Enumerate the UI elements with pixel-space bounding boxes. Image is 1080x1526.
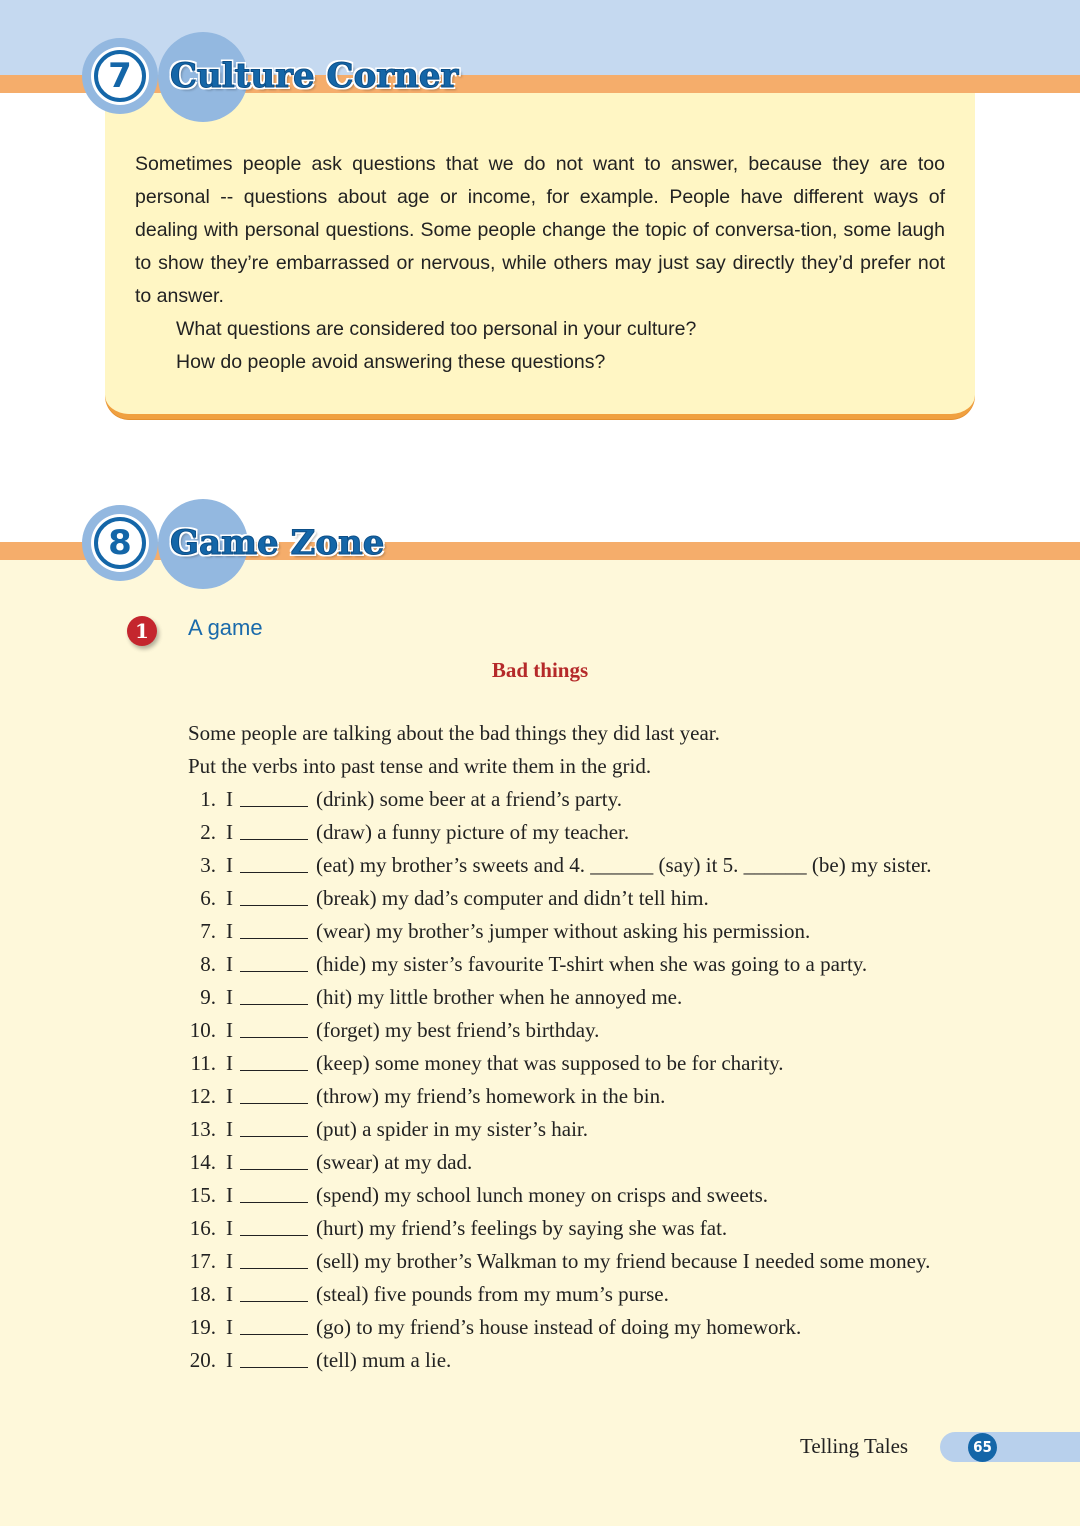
- item-verb: (throw): [316, 1084, 379, 1108]
- exercise-item: [180, 915, 932, 948]
- exercise-item: [180, 783, 932, 816]
- item-subject: I: [226, 1150, 233, 1174]
- answer-blank[interactable]: [240, 1047, 308, 1071]
- answer-blank[interactable]: [240, 1080, 308, 1104]
- item-subject: I: [226, 853, 233, 877]
- answer-blank[interactable]: [240, 1344, 308, 1368]
- item-number: 6.: [200, 886, 216, 910]
- item-subject: I: [226, 820, 233, 844]
- item-text: a funny picture of my teacher.: [377, 820, 630, 844]
- item-number: 20.: [189, 1348, 216, 1372]
- item-text: mum a lie.: [362, 1348, 452, 1372]
- exercise-list: [180, 783, 932, 1377]
- answer-blank[interactable]: [240, 1245, 308, 1269]
- exercise-item: [180, 849, 932, 882]
- item-number: 17.: [189, 1249, 216, 1273]
- game-title: Bad things: [491, 658, 589, 682]
- question-2: How do people avoid answering these questions?: [176, 351, 606, 373]
- item-verb: (draw): [316, 820, 372, 844]
- item-subject: I: [226, 1084, 233, 1108]
- answer-blank[interactable]: [240, 915, 308, 939]
- page-tab: [940, 1432, 1080, 1462]
- instruction-line: Some people are talking about the bad things they did last year.: [188, 721, 720, 745]
- exercise-item: [180, 948, 932, 981]
- exercise-item: [180, 816, 932, 849]
- culture-text: [135, 148, 945, 379]
- answer-blank[interactable]: [240, 1278, 308, 1302]
- answer-blank[interactable]: [240, 849, 308, 873]
- answer-blank[interactable]: [240, 1113, 308, 1137]
- item-text: a spider in my sister’s hair.: [362, 1117, 588, 1141]
- exercise-item: [180, 1245, 932, 1278]
- section-number-7: 7: [94, 50, 146, 102]
- item-text: my friend’s homework in the bin.: [384, 1084, 666, 1108]
- exercise-item: [180, 1047, 932, 1080]
- item-subject: I: [226, 1216, 233, 1240]
- item-subject: I: [226, 1348, 233, 1372]
- item-number: 19.: [189, 1315, 216, 1339]
- exercise-item: [180, 1080, 932, 1113]
- exercise-item: [180, 1212, 932, 1245]
- item-subject: I: [226, 886, 233, 910]
- item-subject: I: [226, 1249, 233, 1273]
- exercise-item: [180, 882, 932, 915]
- item-verb: (go): [316, 1315, 351, 1339]
- item-verb: (sell): [316, 1249, 360, 1273]
- item-text: my brother’s jumper without asking his permission.: [376, 919, 811, 943]
- exercise-item: [180, 1344, 932, 1377]
- exercise-item: [180, 1146, 932, 1179]
- item-text: some beer at a friend’s party.: [379, 787, 622, 811]
- answer-blank[interactable]: [240, 1311, 308, 1335]
- item-verb: (wear): [316, 919, 371, 943]
- item-number: 16.: [189, 1216, 216, 1240]
- section-title-culture-corner: Culture Corner: [170, 56, 459, 96]
- item-number: 11.: [190, 1051, 216, 1075]
- item-verb: (hurt): [316, 1216, 364, 1240]
- item-number: 8.: [200, 952, 216, 976]
- activity-label: A game: [188, 615, 263, 640]
- answer-blank[interactable]: [240, 1014, 308, 1038]
- item-text: my sister’s favourite T-shirt when she was going to a party.: [371, 952, 868, 976]
- item-text: at my dad.: [384, 1150, 473, 1174]
- item-subject: I: [226, 787, 233, 811]
- item-number: 14.: [189, 1150, 216, 1174]
- item-subject: I: [226, 952, 233, 976]
- instructions: [188, 717, 720, 783]
- exercise-item: [180, 1278, 932, 1311]
- footer-title: Telling Tales: [800, 1434, 909, 1458]
- item-verb: (spend): [316, 1183, 379, 1207]
- item-subject: I: [226, 1018, 233, 1042]
- item-text: my little brother when he annoyed me.: [357, 985, 683, 1009]
- item-verb: (keep): [316, 1051, 370, 1075]
- item-number: 7.: [200, 919, 216, 943]
- culture-paragraph: Sometimes people ask questions that we do not want to answer, because they are too personal -- questions about age or income, for example. People have different ways of dealing with personal questions. Some people change the topic of conversa-tion, some laugh to show they’re embarrassed or nervous, while others may just say directly they’d prefer not to answer.: [135, 153, 945, 307]
- item-text: my school lunch money on crisps and sweets.: [384, 1183, 769, 1207]
- answer-blank[interactable]: [240, 882, 308, 906]
- answer-blank[interactable]: [240, 948, 308, 972]
- item-verb: (break): [316, 886, 377, 910]
- item-verb: (drink): [316, 787, 375, 811]
- item-text: my brother’s sweets and 4. ______ (say) it 5. ______ (be) my sister.: [359, 853, 932, 877]
- exercise-item: [180, 1311, 932, 1344]
- item-subject: I: [226, 985, 233, 1009]
- item-number: 3.: [200, 853, 216, 877]
- item-number: 1.: [200, 787, 216, 811]
- item-text: my best friend’s birthday.: [385, 1018, 600, 1042]
- item-verb: (put): [316, 1117, 357, 1141]
- item-verb: (eat): [316, 853, 355, 877]
- item-number: 10.: [189, 1018, 216, 1042]
- item-text: my brother’s Walkman to my friend because I needed some money.: [364, 1249, 931, 1273]
- instruction-line: Put the verbs into past tense and write them in the grid.: [188, 754, 652, 778]
- item-text: my dad’s computer and didn’t tell him.: [381, 886, 709, 910]
- item-verb: (swear): [316, 1150, 379, 1174]
- exercise-item: [180, 981, 932, 1014]
- answer-blank[interactable]: [240, 1212, 308, 1236]
- item-verb: (forget): [316, 1018, 380, 1042]
- item-verb: (hit): [316, 985, 353, 1009]
- item-number: 15.: [189, 1183, 216, 1207]
- item-number: 2.: [200, 820, 216, 844]
- answer-blank[interactable]: [240, 783, 308, 807]
- item-verb: (hide): [316, 952, 367, 976]
- item-subject: I: [226, 1117, 233, 1141]
- section-title-game-zone: Game Zone: [170, 523, 385, 563]
- exercise-item: [180, 1179, 932, 1212]
- item-text: five pounds from my mum’s purse.: [373, 1282, 669, 1306]
- item-subject: I: [226, 1183, 233, 1207]
- answer-blank[interactable]: [240, 1146, 308, 1170]
- item-verb: (tell): [316, 1348, 357, 1372]
- item-number: 13.: [189, 1117, 216, 1141]
- item-text: some money that was supposed to be for charity.: [374, 1051, 784, 1075]
- item-verb: (steal): [316, 1282, 369, 1306]
- answer-blank[interactable]: [240, 981, 308, 1005]
- item-text: my friend’s feelings by saying she was fat.: [369, 1216, 728, 1240]
- section-number-8: 8: [94, 517, 146, 569]
- exercise-item: [180, 1014, 932, 1047]
- page-number: 65: [968, 1433, 997, 1462]
- item-subject: I: [226, 919, 233, 943]
- item-subject: I: [226, 1282, 233, 1306]
- item-subject: I: [226, 1315, 233, 1339]
- item-subject: I: [226, 1051, 233, 1075]
- answer-blank[interactable]: [240, 1179, 308, 1203]
- item-number: 9.: [200, 985, 216, 1009]
- item-number: 12.: [189, 1084, 216, 1108]
- answer-blank[interactable]: [240, 816, 308, 840]
- item-text: to my friend’s house instead of doing my homework.: [356, 1315, 802, 1339]
- exercise-item: [180, 1113, 932, 1146]
- item-number: 18.: [189, 1282, 216, 1306]
- activity-number: 1: [127, 616, 157, 646]
- question-1: What questions are considered too personal in your culture?: [176, 318, 697, 340]
